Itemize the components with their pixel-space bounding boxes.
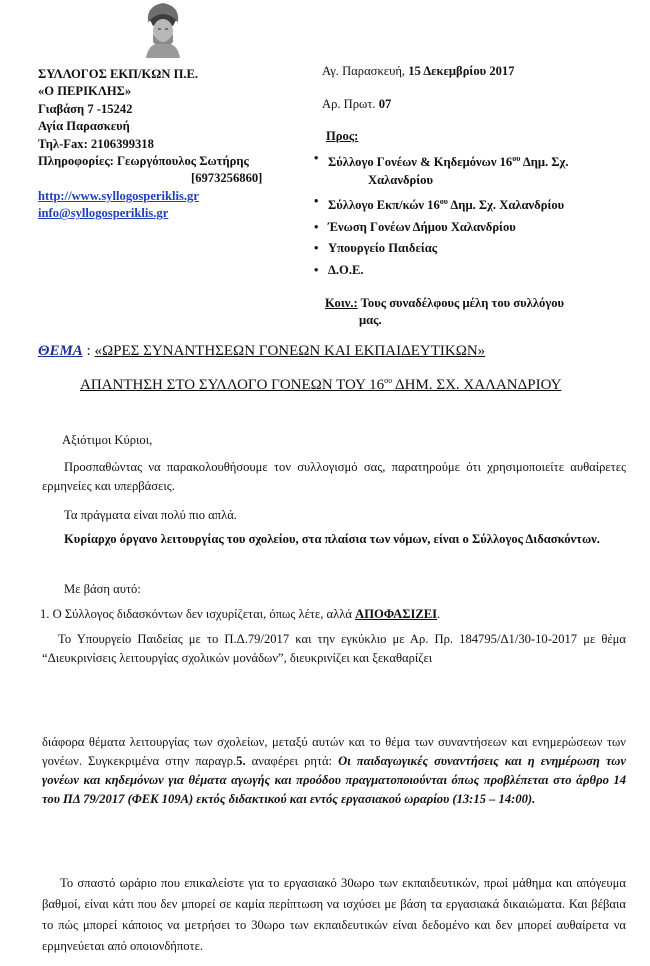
paragraph-2: Τα πράγματα είναι πολύ πιο απλά. — [64, 508, 237, 522]
date-line — [322, 64, 515, 79]
sender-nickname: «Ο ΠΕΡΙΚΛΗΣ» — [38, 84, 132, 99]
paragraph-5: Το Υπουργείο Παιδείας με το Π.Δ.79/2017 και την εγκύκλιο με Αρ. Πρ. 184795/Δ1/30-10-2017 με θέμα “Διευκρινίσεις λειτουργίας σχολικών μονάδων”, διευκρινίζει και ξεκαθαρίζει — [42, 632, 626, 665]
cc-block — [325, 295, 625, 329]
paragraph-7: Το σπαστό ωράριο που επικαλείστε για το εργασιακό 30ωρο των εκπαιδευτικών, πρωί μάθημα και απόγευμα βαθμοί, είναι κάτι που δεν μπορεί σε καμία περίπτωση να ισχύσει με βάση τα εργασιακά δικαιώματα. Και βέβαια το πώς μπορεί κάποιος να μετρήσει το 30ωρο των εκπαιδευτικών είναι δεδομένο και δεν μπορεί αυθαίρετα να ερμηνεύεται από οποιονδήποτε. — [42, 876, 626, 953]
salutation: Αξιότιμοι Κύριοι, — [62, 433, 153, 447]
website-link[interactable]: http://www.syllogosperiklis.gr — [38, 188, 199, 203]
sender-block — [38, 66, 262, 223]
sender-phone: Τηλ-Fax: 2106399318 — [38, 136, 154, 151]
recipient-list — [314, 150, 644, 283]
bullet-icon: • — [314, 262, 319, 277]
protocol-line — [322, 97, 391, 112]
quote-text: Οι παιδαγωγικές συναντήσεις και η ενημέρωση των γονέων και κηδεμόνων για θέματα αγωγής και προόδου πραγματοποιούνται όπως προβλέπεται στο άρθρο 14 του ΠΔ 79/2017 (ΦΕΚ 109Α) εκτός διδακτικού και εντός εργασιακού ωραρίου (13:15 – 14:00). — [42, 754, 626, 806]
bullet-icon: • — [314, 151, 319, 165]
list-item-1: 1. Ο Σύλλογος διδασκόντων δεν ισχυρίζεται, όπως λέτε, αλλά ΑΠΟΦΑΣΙΖΕΙ. — [40, 607, 441, 621]
protocol-label: Αρ. Πρωτ. — [322, 97, 376, 111]
decides-emphasis: ΑΠΟΦΑΣΙΖΕΙ — [355, 607, 438, 621]
sender-name: ΣΥΛΛΟΓΟΣ ΕΚΠ/ΚΩΝ Π.Ε. — [38, 67, 199, 81]
sender-address: Γιαβάση 7 -15242 — [38, 101, 133, 116]
to-label: Προς: — [326, 129, 359, 143]
sender-mobile: [6973256860] — [191, 171, 263, 186]
pericles-bust-logo — [140, 0, 186, 58]
subject-subtitle: ΑΠΑΝΤΗΣΗ ΣΤΟ ΣΥΛΛΟΓΟ ΓΟΝΕΩΝ ΤΟΥ $16^{o\upsilon}$ ΔΗΜ. ΣΧ. ΧΑΛΑΝΔΡΙΟΥ — [80, 376, 562, 393]
paragraph-1: Προσπαθώντας να παρακολουθήσουμε τον συλλογισμό σας, παρατηρούμε ότι χρησιμοποιείτε αυθαίρετες ερμηνείες και υπερβάσεις. — [42, 460, 626, 493]
subject-label: ΘΕΜΑ — [38, 343, 83, 359]
subject-title: «ΩΡΕΣ ΣΥΝΑΝΤΗΣΕΩΝ ΓΟΝΕΩΝ ΚΑΙ ΕΚΠΑΙΔΕΥΤΙΚΩΝ» — [94, 343, 486, 359]
bullet-icon: • — [314, 194, 319, 209]
bullet-icon: • — [314, 241, 319, 256]
sender-city: Αγία Παρασκευή — [38, 119, 130, 134]
recipient-item: • Σύλλογο Γονέων & Κηδεμόνων $16^{o\upsilon}$ Δημ. Σχ. Χαλανδρίου — [314, 151, 569, 187]
protocol-number: 07 — [378, 97, 392, 111]
email-link[interactable]: info@syllogosperiklis.gr — [38, 206, 169, 221]
recipient-item: • Υπουργείο Παιδείας — [314, 240, 644, 258]
paragraph-3: Κυρίαρχο όργανο λειτουργίας του σχολείου, στα πλαίσια των νόμων, είναι ο Σύλλογος Διδασκόντων. — [64, 532, 600, 546]
subject-line: ΘΕΜΑ : «ΩΡΕΣ ΣΥΝΑΝΤΗΣΕΩΝ ΓΟΝΕΩΝ ΚΑΙ ΕΚΠΑΙΔΕΥΤΙΚΩΝ» — [38, 343, 486, 359]
recipient-item: • Δ.Ο.Ε. — [314, 262, 644, 280]
cc-label: Κοιν.: — [325, 296, 358, 310]
date-prefix: Αγ. Παρασκευή, — [322, 64, 406, 78]
sender-info: Πληροφορίες: Γεωργόπουλος Σωτήρης — [38, 154, 249, 169]
recipient-item: • Σύλλογο Εκπ/κών $16^{o\upsilon}$ Δημ. Σχ. Χαλανδρίου — [314, 194, 565, 213]
bullet-icon: • — [314, 219, 319, 234]
date-value: 15 Δεκεμβρίου 2017 — [408, 64, 515, 78]
cc-text: Τους συναδέλφους μέλη του συλλόγου — [357, 296, 565, 310]
cc-text-cont: μας. — [359, 313, 382, 327]
paragraph-4: Με βάση αυτό: — [64, 582, 141, 596]
recipient-item: • Ένωση Γονέων Δήμου Χαλανδρίου — [314, 219, 644, 237]
paragraph-6: διάφορα θέματα λειτουργίας των σχολείων, μεταξύ αυτών και το θέμα των συναντήσεων και ενημερώσεων των γονέων. Συγκεκριμένα στην παραγρ.5. αναφέρει ρητά: Οι παιδαγωγικές συναντήσεις και η ενημέρωση των γονέων και κηδεμόνων για θέματα αγωγής και προόδου πραγματοποιούνται όπως προβλέπεται στο άρθρο 14 του ΠΔ 79/2017 (ΦΕΚ 109Α) εκτός διδακτικού και εντός εργασιακού ωραρίου (13:15 – 14:00). — [42, 735, 626, 806]
